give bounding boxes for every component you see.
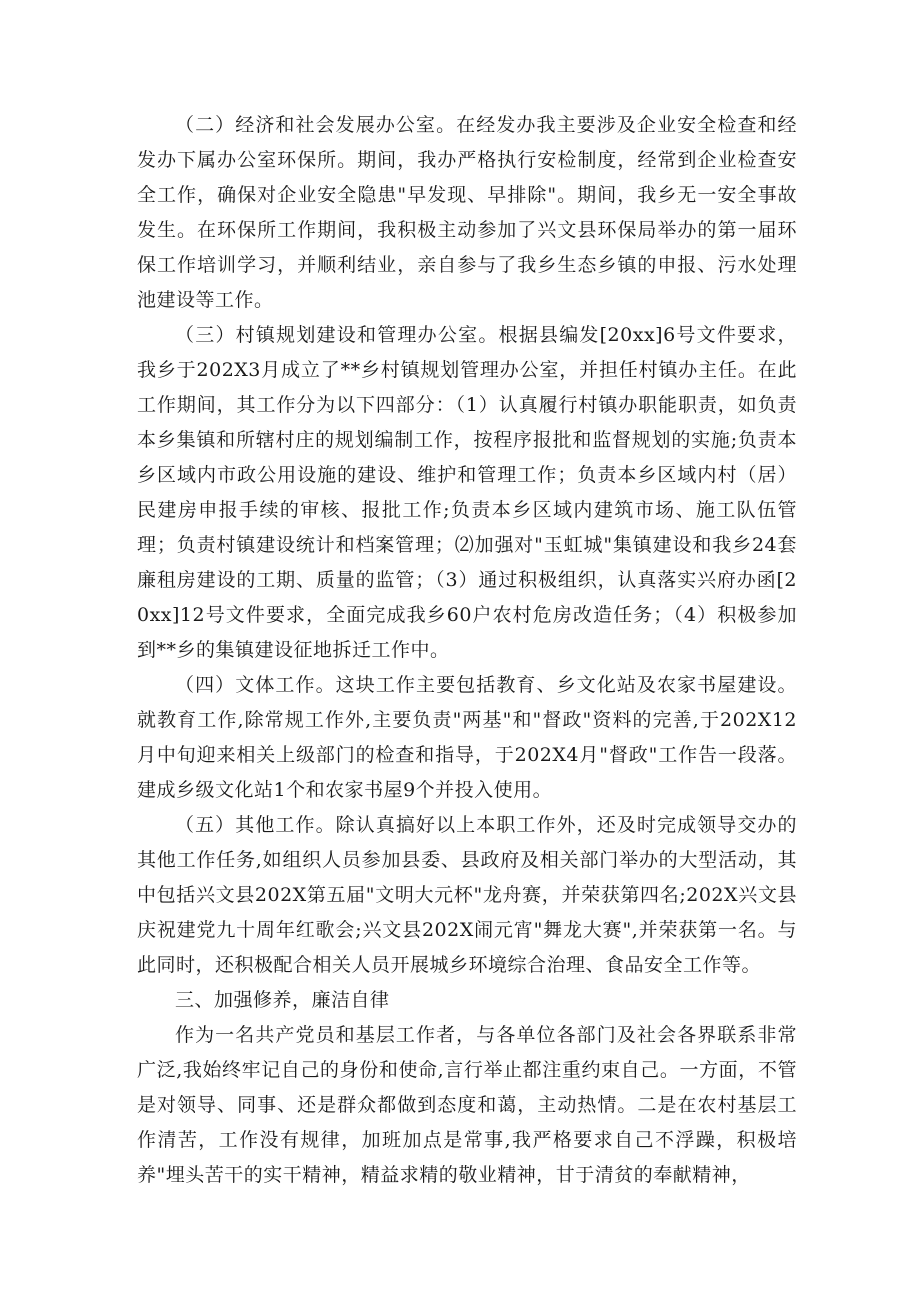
document-body bbox=[137, 108, 797, 1193]
paragraph-economic-office: （二）经济和社会发展办公室。在经发办我主要涉及企业安全检查和经发办下属办公室环保所。期间，我办严格执行安检制度，经常到企业检查安全工作，确保对企业安全隐患"早发现、早排除"。期间，我乡无一安全事故发生。在环保所工作期间，我积极主动参加了兴文县环保局举办的第一届环保工作培训学习，并顺利结业，亲自参与了我乡生态乡镇的申报、污水处理池建设等工作。 bbox=[137, 114, 797, 311]
paragraph-other-work: （五）其他工作。除认真搞好以上本职工作外，还及时完成领导交办的其他工作任务,如组织人员参加县委、县政府及相关部门举办的大型活动，其中包括兴文县202X第五届"文明大元杯"龙舟赛，并荣获第四名;202X兴文县庆祝建党九十周年红歌会;兴文县202X闹元宵"舞龙大赛",并荣获第一名。与此同时，还积极配合相关人员开展城乡环境综合治理、食品安全工作等。 bbox=[137, 814, 797, 976]
paragraph-culture-sports-work: （四）文体工作。这块工作主要包括教育、乡文化站及农家书屋建设。就教育工作,除常规工作外,主要负责"两基"和"督政"资料的完善,于202X12月中旬迎来相关上级部门的检查和指导，于202X4月"督政"工作告一段落。建成乡级文化站1个和农家书屋9个并投入使用。 bbox=[137, 674, 797, 801]
paragraph-village-planning-office: （三）村镇规划建设和管理办公室。根据县编发[20xx]6号文件要求，我乡于202X3月成立了**乡村镇规划管理办公室，并担任村镇办主任。在此工作期间，其工作分为以下四部分：（1）认真履行村镇办职能职责，如负责本乡集镇和所辖村庄的规划编制工作，按程序报批和监督规划的实施;负责本乡区域内市政公用设施的建设、维护和管理工作；负责本乡区域内村（居）民建房申报手续的审核、报批工作;负责本乡区域内建筑市场、施工队伍管理；负责村镇建设统计和档案管理；⑵加强对"玉虹城"集镇建设和我乡24套廉租房建设的工期、质量的监管；（3）通过积极组织，认真落实兴府办函[20xx]12号文件要求，全面完成我乡60户农村危房改造任务；（4）积极参加到**乡的集镇建设征地拆迁工作中。 bbox=[137, 324, 797, 661]
section-heading-self-discipline: 三、加强修养，廉洁自律 bbox=[175, 989, 390, 1011]
paragraph-party-member: 作为一名共产党员和基层工作者，与各单位各部门及社会各界联系非常广泛,我始终牢记自己的身份和使命,言行举止都注重约束自己。一方面，不管是对领导、同事、还是群众都做到态度和蔼，主动热情。二是在农村基层工作清苦，工作没有规律，加班加点是常事,我严格要求自己不浮躁，积极培养"埋头苦干的实干精神，精益求精的敬业精神，甘于清贫的奉献精神， bbox=[137, 1024, 797, 1186]
